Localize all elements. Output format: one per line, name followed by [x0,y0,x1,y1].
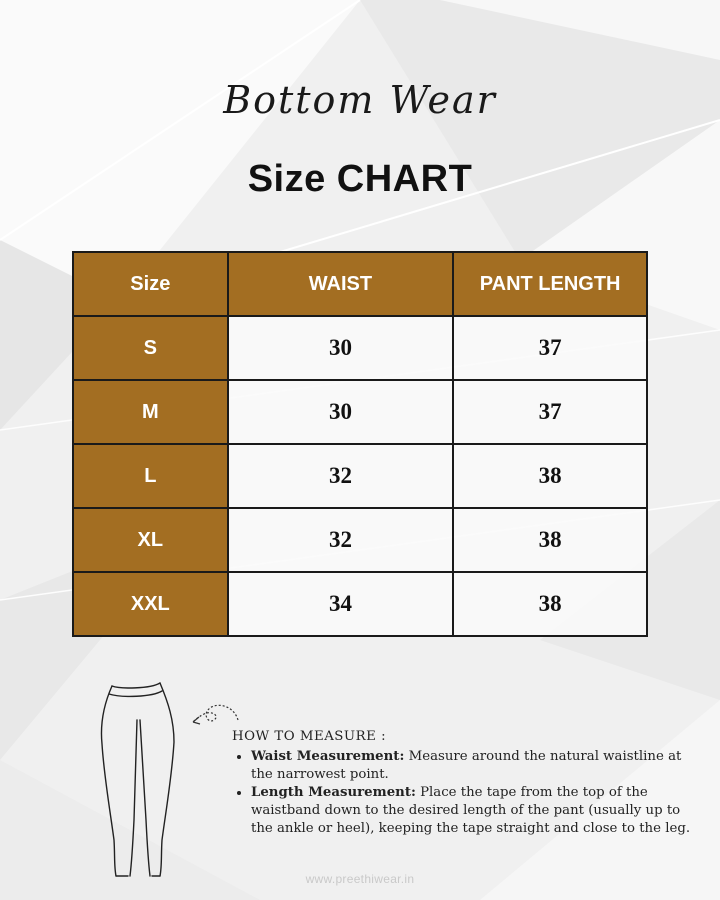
header-pant-length: PANT LENGTH [453,252,647,316]
table-row [73,380,647,444]
leggings-figure-icon [96,680,186,880]
length-cell: 38 [453,572,647,636]
size-chart-table [72,251,648,637]
table-row [73,316,647,380]
size-cell: S [73,316,228,380]
size-cell: M [73,380,228,444]
table-header-row [73,252,647,316]
header-size: Size [73,252,228,316]
instruction-label: Waist Measurement: [251,749,405,764]
waist-cell: 30 [228,316,454,380]
how-to-measure-heading: HOW TO MEASURE : [232,729,387,744]
list-item [251,748,702,784]
size-cell: L [73,444,228,508]
length-cell: 37 [453,380,647,444]
waist-cell: 32 [228,508,454,572]
length-cell: 38 [453,444,647,508]
how-to-measure-section [232,728,702,838]
length-cell: 38 [453,508,647,572]
waist-cell: 32 [228,444,454,508]
size-cell: XXL [73,572,228,636]
instructions-list [232,748,702,838]
waist-cell: 34 [228,572,454,636]
waist-cell: 30 [228,380,454,444]
table-row [73,444,647,508]
instruction-label: Length Measurement: [251,785,416,800]
instruction-text: Place the tape from the top of the waistband down to the desired length of the pant (usually up to the ankle or heel), keeping the tape straight and close to the leg. [251,785,691,836]
website-footer: www.preethiwear.in [305,872,415,886]
table-row [73,572,647,636]
table-row [73,508,647,572]
length-cell: 37 [453,316,647,380]
header-waist: WAIST [228,252,454,316]
size-cell: XL [73,508,228,572]
script-subtitle: Bottom Wear [223,78,497,122]
instruction-text: Measure around the natural waistline at the narrowest point. [251,749,682,782]
list-item [251,784,702,838]
page-title: Size CHART [247,158,473,200]
